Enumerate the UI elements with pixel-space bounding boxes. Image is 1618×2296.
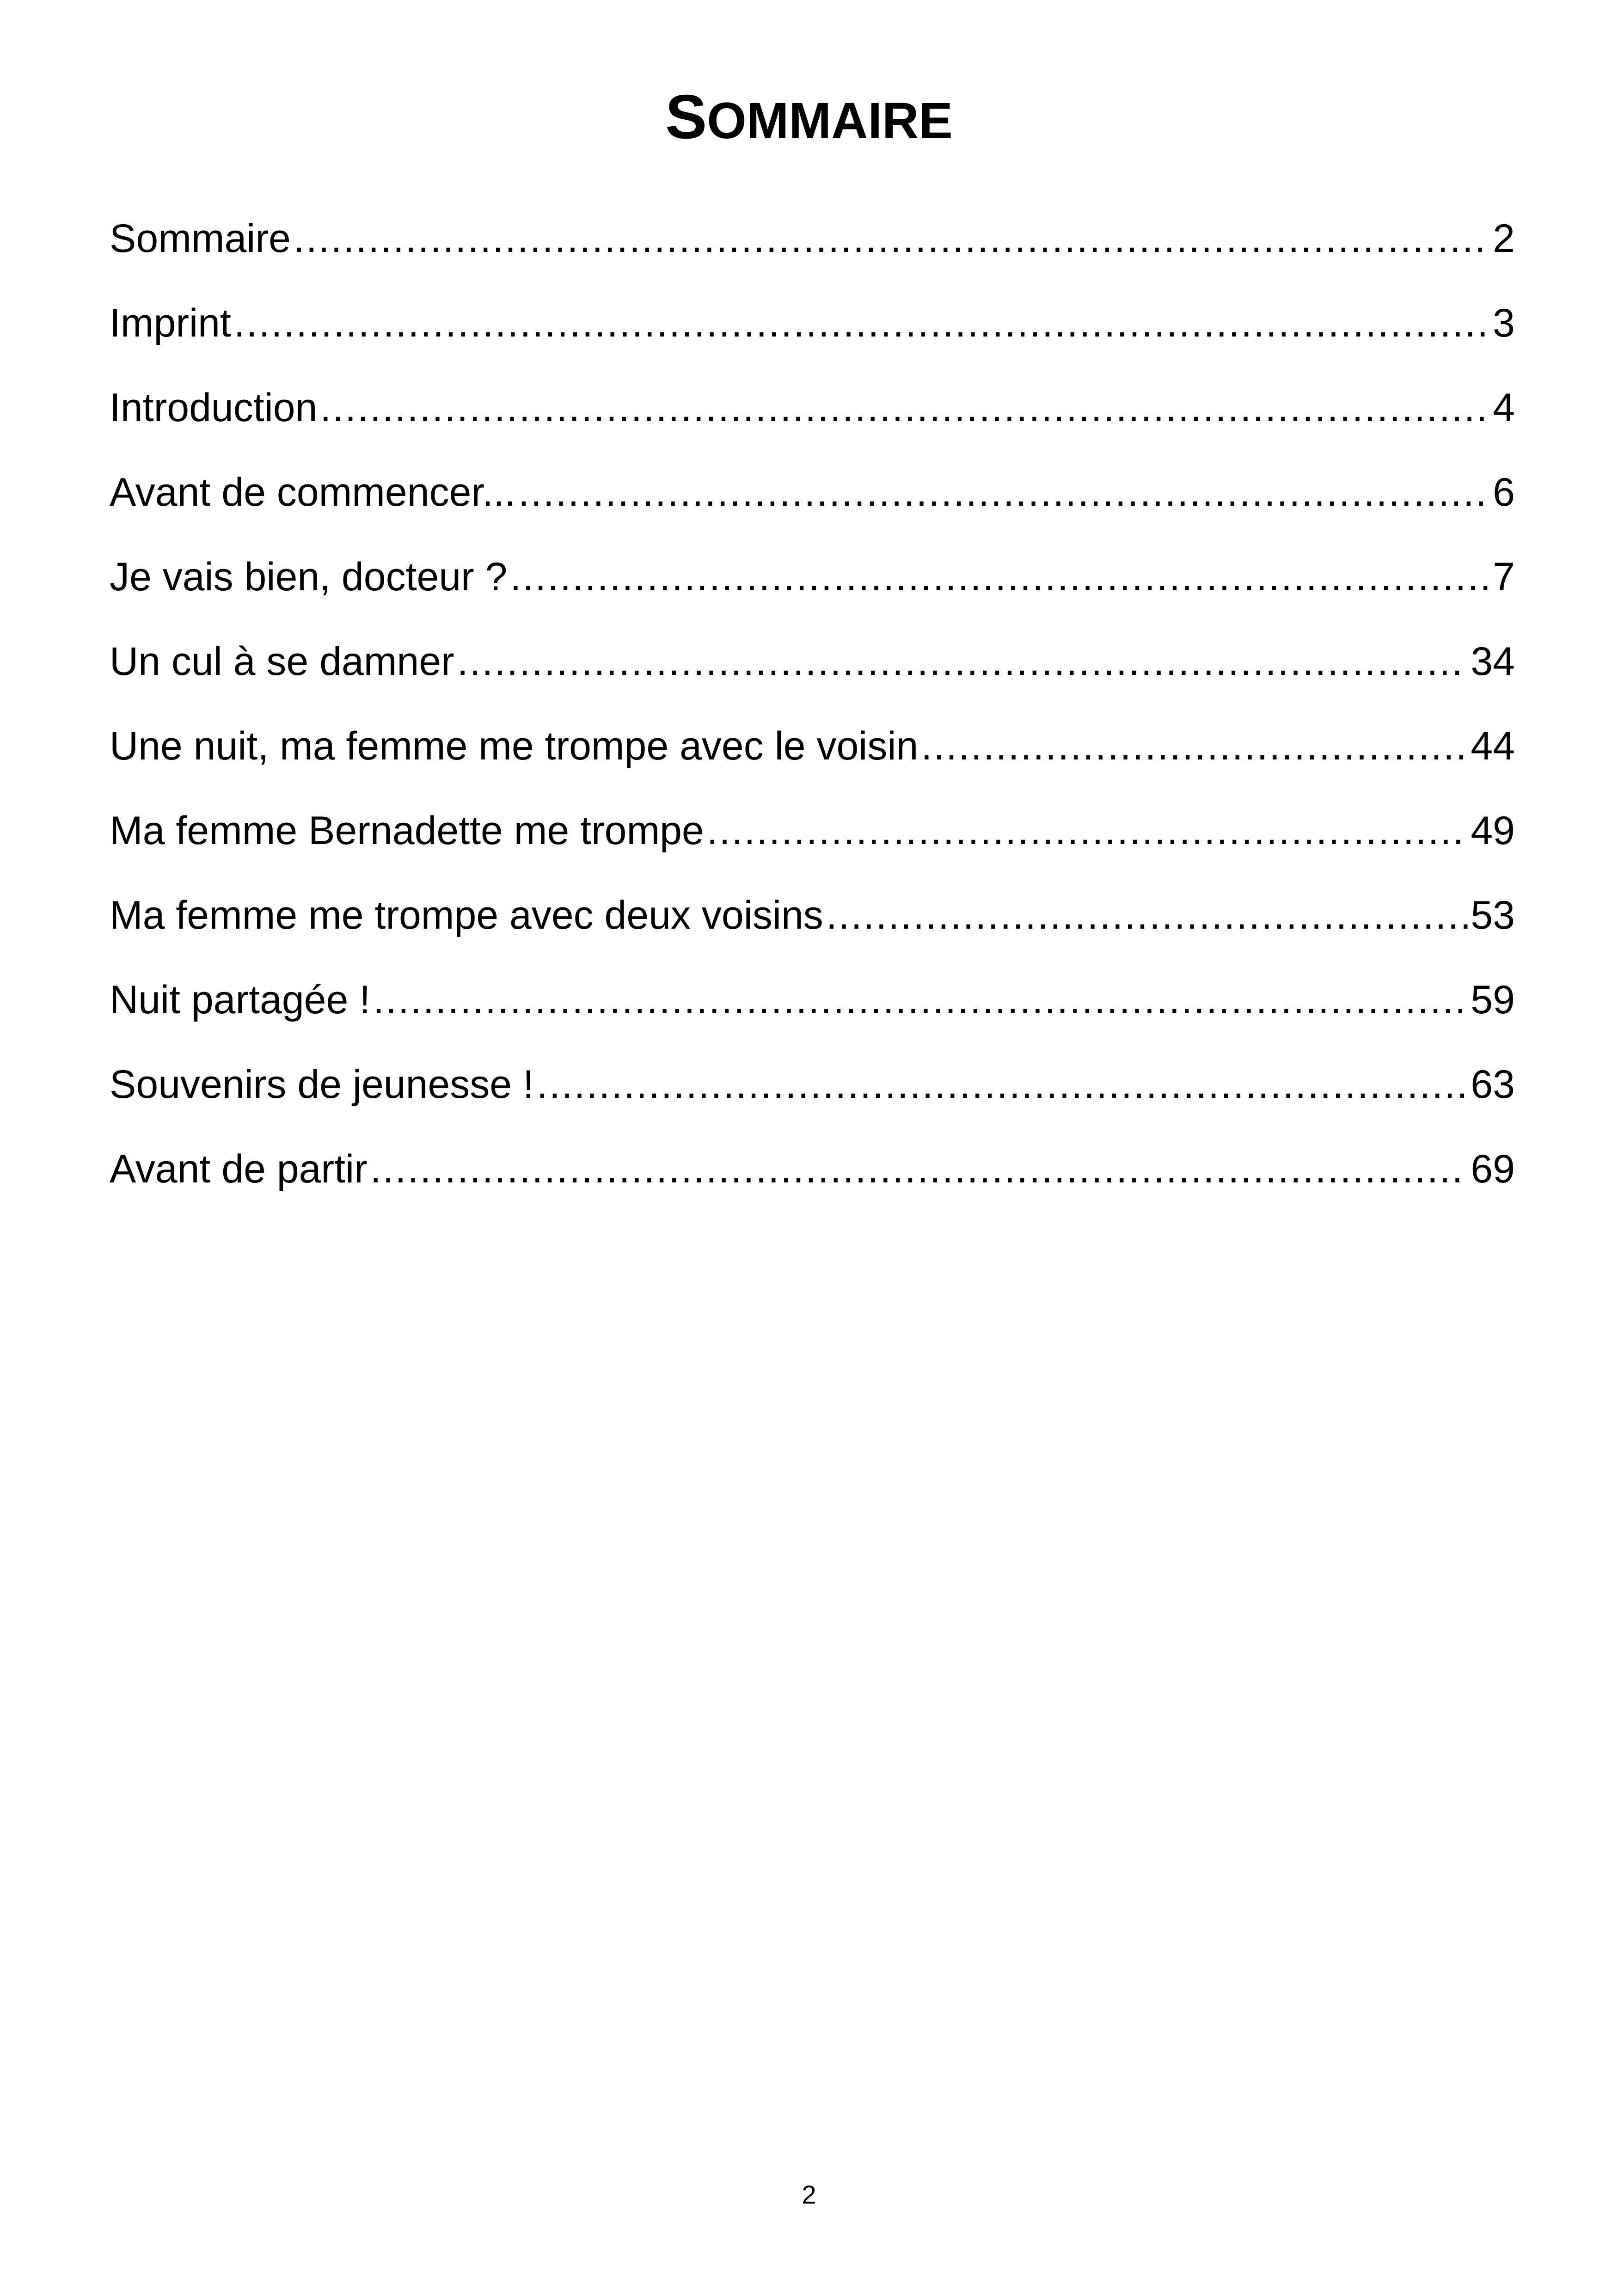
toc-entry-title: Avant de partir <box>110 1147 368 1191</box>
toc-entry-page: 2 <box>1493 216 1515 261</box>
toc-dot-leader <box>294 196 1490 281</box>
page-number: 2 <box>802 2180 816 2209</box>
toc-entry-title: Nuit partagée ! <box>110 978 371 1022</box>
table-of-contents <box>110 196 1515 1212</box>
page-title <box>0 82 1618 152</box>
toc-entry-page: 44 <box>1471 724 1515 768</box>
toc-dot-leader <box>537 1042 1468 1127</box>
toc-entry[interactable] <box>110 366 1515 450</box>
toc-entry[interactable] <box>110 619 1515 704</box>
toc-entry-title: Souvenirs de jeunesse ! <box>110 1062 534 1107</box>
toc-dot-leader <box>457 619 1468 704</box>
toc-entry[interactable] <box>110 704 1515 789</box>
toc-entry-page: 53 <box>1471 893 1515 937</box>
toc-dot-leader <box>518 450 1490 535</box>
toc-entry-title: Imprint <box>110 301 231 345</box>
toc-entry-page: 63 <box>1471 1062 1515 1107</box>
toc-entry-title: Une nuit, ma femme me trompe avec le voisin <box>110 724 919 768</box>
toc-dot-leader <box>510 535 1490 619</box>
toc-entry[interactable] <box>110 196 1515 281</box>
toc-dot-leader <box>234 281 1490 366</box>
toc-entry[interactable] <box>110 1127 1515 1212</box>
title-rest: OMMAIRE <box>707 92 953 149</box>
toc-dot-leader <box>826 873 1468 958</box>
toc-dot-leader <box>707 789 1468 873</box>
title-initial: S <box>665 82 707 152</box>
toc-dot-leader <box>921 704 1468 789</box>
toc-dot-leader <box>320 366 1490 450</box>
toc-entry[interactable] <box>110 1042 1515 1127</box>
toc-entry-page: 3 <box>1493 301 1515 345</box>
toc-entry-page: 49 <box>1471 808 1515 853</box>
toc-entry-page: 59 <box>1471 978 1515 1022</box>
toc-entry[interactable] <box>110 873 1515 958</box>
toc-entry-title: Sommaire <box>110 216 291 261</box>
toc-entry[interactable] <box>110 450 1515 535</box>
toc-dot-leader <box>373 958 1468 1042</box>
toc-entry-title: Ma femme me trompe avec deux voisins <box>110 893 823 937</box>
toc-entry[interactable] <box>110 281 1515 366</box>
toc-entry-title: Un cul à se damner <box>110 639 454 684</box>
toc-entry[interactable] <box>110 958 1515 1042</box>
toc-entry-title: Ma femme Bernadette me trompe <box>110 808 704 853</box>
toc-entry-title: Avant de commencer... <box>110 470 515 514</box>
toc-entry[interactable] <box>110 535 1515 619</box>
toc-entry-title: Introduction <box>110 386 318 430</box>
toc-entry-page: 69 <box>1471 1147 1515 1191</box>
toc-entry-page: 4 <box>1493 386 1515 430</box>
toc-entry[interactable] <box>110 789 1515 873</box>
toc-entry-page: 6 <box>1493 470 1515 514</box>
toc-entry-page: 7 <box>1493 555 1515 599</box>
toc-entry-title: Je vais bien, docteur ? <box>110 555 508 599</box>
toc-dot-leader <box>370 1127 1468 1212</box>
toc-entry-page: 34 <box>1471 639 1515 684</box>
